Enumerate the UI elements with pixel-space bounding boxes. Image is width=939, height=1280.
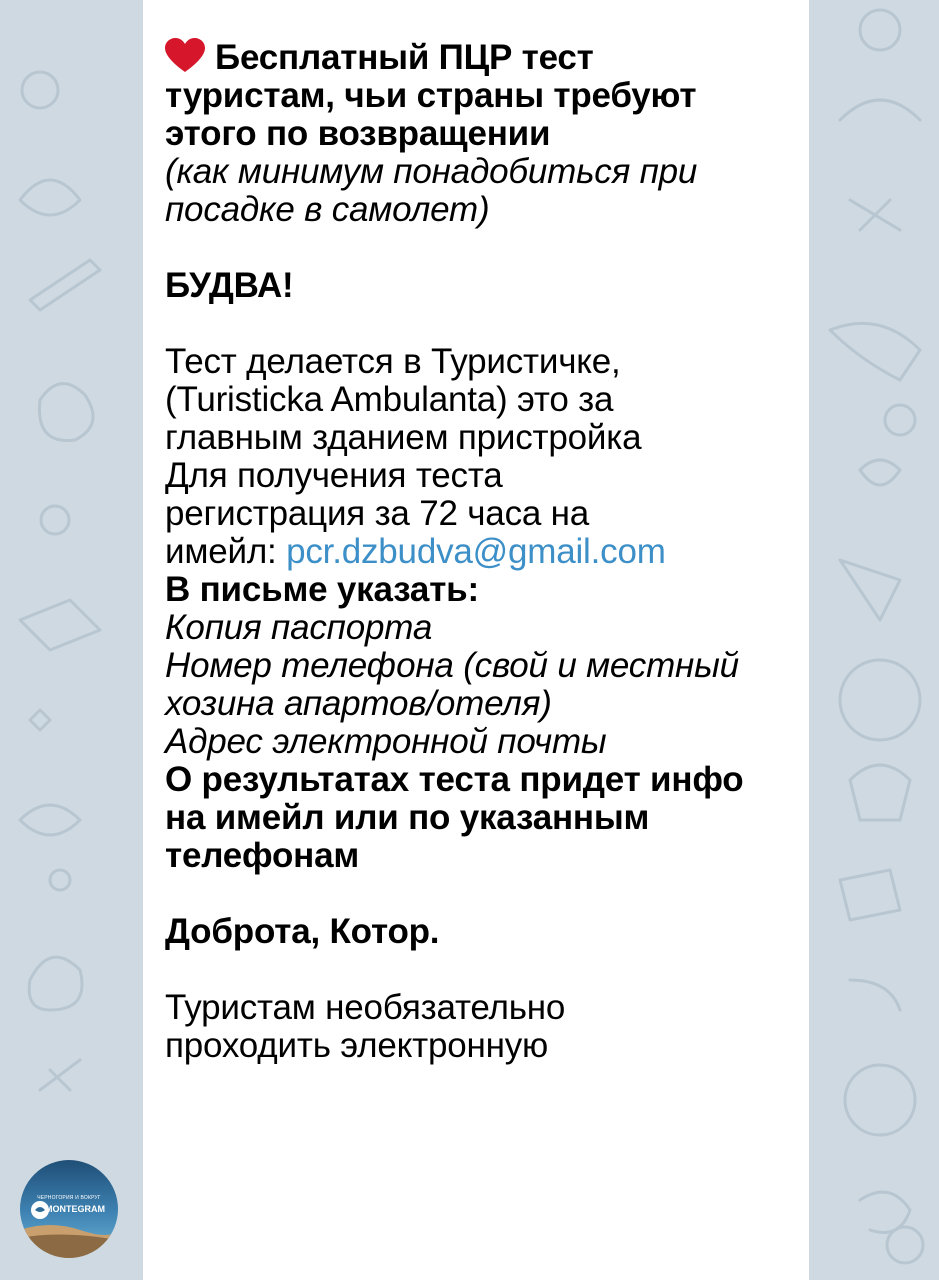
section-heading-kotor: Доброта, Котор. bbox=[165, 912, 440, 951]
email-link[interactable]: pcr.dzbudva@gmail.com bbox=[286, 532, 666, 571]
message-subtitle-line: посадке в самолет) bbox=[165, 190, 490, 229]
message-subtitle-line: (как минимум понадобиться при bbox=[165, 152, 698, 191]
avatar-title: MONTEGRAM bbox=[45, 1204, 105, 1214]
message-title-line: этого по возвращении bbox=[165, 114, 551, 153]
email-line bbox=[165, 533, 789, 571]
results-line: О результатах теста придет инфо bbox=[165, 760, 744, 799]
section-heading-budva: БУДВА! bbox=[165, 266, 294, 305]
message-body-line: проходить электронную bbox=[165, 1026, 549, 1065]
message-body-line: Для получения теста bbox=[165, 456, 503, 495]
message-body-line: Туристам необязательно bbox=[165, 988, 566, 1027]
message-title-text: Бесплатный ПЦР тест bbox=[215, 38, 594, 77]
red-heart-icon bbox=[165, 38, 205, 74]
message-title-line: туристам, чьи страны требуют bbox=[165, 76, 697, 115]
channel-avatar[interactable] bbox=[20, 1160, 118, 1258]
email-prefix: имейл: bbox=[165, 532, 287, 571]
letter-item: Адрес электронной почты bbox=[165, 722, 607, 761]
avatar-subtitle: ЧЕРНОГОРИЯ И ВОКРУГ bbox=[37, 1195, 101, 1201]
letter-item: хозина апартов/отеля) bbox=[165, 684, 552, 723]
results-line: телефонам bbox=[165, 836, 360, 875]
letter-heading: В письме указать: bbox=[165, 570, 479, 609]
letter-item: Копия паспорта bbox=[165, 608, 433, 647]
message-body-line: главным зданием пристройка bbox=[165, 418, 642, 457]
message-bubble[interactable] bbox=[143, 0, 809, 1280]
message-body-line: регистрация за 72 часа на bbox=[165, 494, 590, 533]
message-body-line: (Turisticka Ambulanta) это за bbox=[165, 380, 614, 419]
letter-item: Номер телефона (свой и местный bbox=[165, 646, 739, 685]
results-line: на имейл или по указанным bbox=[165, 798, 650, 837]
message-title-line bbox=[165, 38, 789, 77]
message-body-line: Тест делается в Туристичке, bbox=[165, 342, 621, 381]
